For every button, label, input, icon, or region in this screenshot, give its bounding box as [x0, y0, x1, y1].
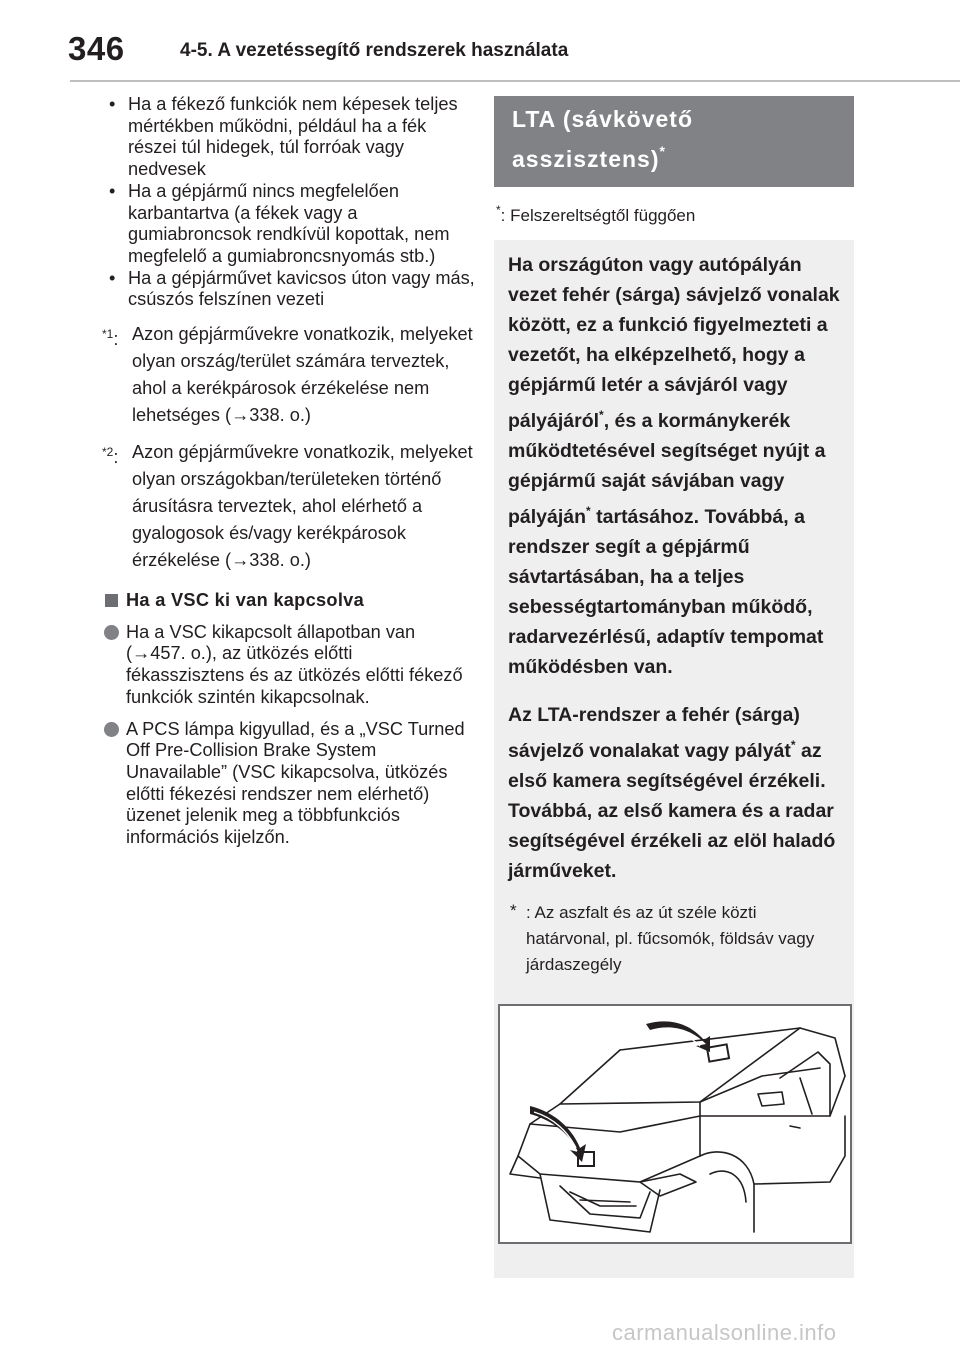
lta-paragraph-2: Az LTA-rendszer a fehér (sárga) sávjelző vonalakat vagy pályát* az első kamera segítségével érzékeli. Továbbá, az első kamera és a radar segítségével érzékeli az elöl haladó járműveket. — [508, 704, 836, 882]
lta-paragraph-1: Ha országúton vagy autópályán vezet fehér (sárga) sávjelző vonalak között, ez a funkció figyelmezteti a vezetőt, ha elképzelhető, hogy a gépjármű letér a sávjáról vagy pályájáról*, és a kormánykerék működtetésével segítséget nyújt a gépjármű saját sávjában vagy pályáján* tartásához. Továbbá, a rendszer segít a gépjármű sávtartásában, ha a teljes sebességtartományban működő, radarvezérlésű, adaptív tempomat működésben van. — [508, 254, 840, 678]
info-item: Ha a VSC kikapcsolt állapotban van (→457. o.), az ütközés előtti fékasszisztens és az ütközés előtti fékező funkciók szintén kikapcsolnak. — [100, 622, 475, 709]
lta-footnote: * : Az aszfalt és az út széle közti határvonal, pl. fűcsomók, földsáv vagy járdaszegély — [510, 901, 815, 974]
footnote-mark: $^{*2}$: — [102, 445, 119, 468]
pointer-arrow-icon — [646, 1021, 710, 1052]
circle-bullet-icon — [104, 625, 119, 640]
right-column — [494, 96, 854, 1278]
footnote-1 — [100, 321, 475, 429]
section-title: 4-5. A vezetéssegítő rendszerek használata — [180, 40, 569, 61]
footnote-2 — [100, 439, 475, 574]
square-bullet-icon — [105, 594, 118, 607]
info-item: A PCS lámpa kigyullad, és a „VSC Turned Off Pre-Collision Brake System Unavailable” (VSC kikapcsolva, ütközés előtti fékezési rendszer nem elérhető) üzenet jelenik meg a többfunkciós információs kijelzőn. — [100, 719, 475, 849]
watermark-text: carmanualsonline.info — [612, 1320, 837, 1345]
availability-note: *: Felszereltségtől függően — [496, 203, 696, 225]
page-header — [0, 0, 960, 92]
page-number: 346 — [68, 30, 125, 67]
circle-bullet-icon — [104, 722, 119, 737]
list-item: • Ha a gépjármű nincs megfelelően karbantartva (a fékek vagy a gumiabroncsok rendkívül kopottak, nem megfelelő a gumiabroncsnyomás stb.) — [100, 181, 475, 268]
pointer-arrow-icon — [530, 1106, 586, 1162]
footnote-text: Azon gépjárművekre vonatkozik, melyeket olyan ország/terület számára terveztek, ahol a kerékpárosok érzékelése nem lehetséges (→338. o.) — [132, 324, 473, 426]
lta-heading: LTA (sávkövető asszisztens)* — [494, 96, 854, 187]
vehicle-sensor-illustration — [498, 1004, 852, 1244]
car-drawing — [500, 1006, 850, 1242]
header-divider — [70, 80, 960, 82]
footnote-mark: $^{*1}$: — [102, 327, 119, 350]
footnote-text: Azon gépjárművekre vonatkozik, melyeket olyan országokban/területeken történő árusításra terveztek, ahol elérhető a gyalogosok és/vagy kerékpárosok érzékelése (→338. o.) — [132, 442, 473, 571]
subheading: Ha a VSC ki van kapcsolva — [100, 590, 475, 612]
lta-description-panel — [494, 240, 854, 1278]
left-column — [100, 94, 475, 849]
list-item: • Ha a gépjárművet kavicsos úton vagy más, csúszós felszínen vezeti — [100, 268, 475, 311]
list-item: • Ha a fékező funkciók nem képesek teljes mértékben működni, például ha a fék részei túl hidegek, túl forróak vagy nedvesek — [100, 94, 475, 181]
condition-list — [100, 94, 475, 311]
